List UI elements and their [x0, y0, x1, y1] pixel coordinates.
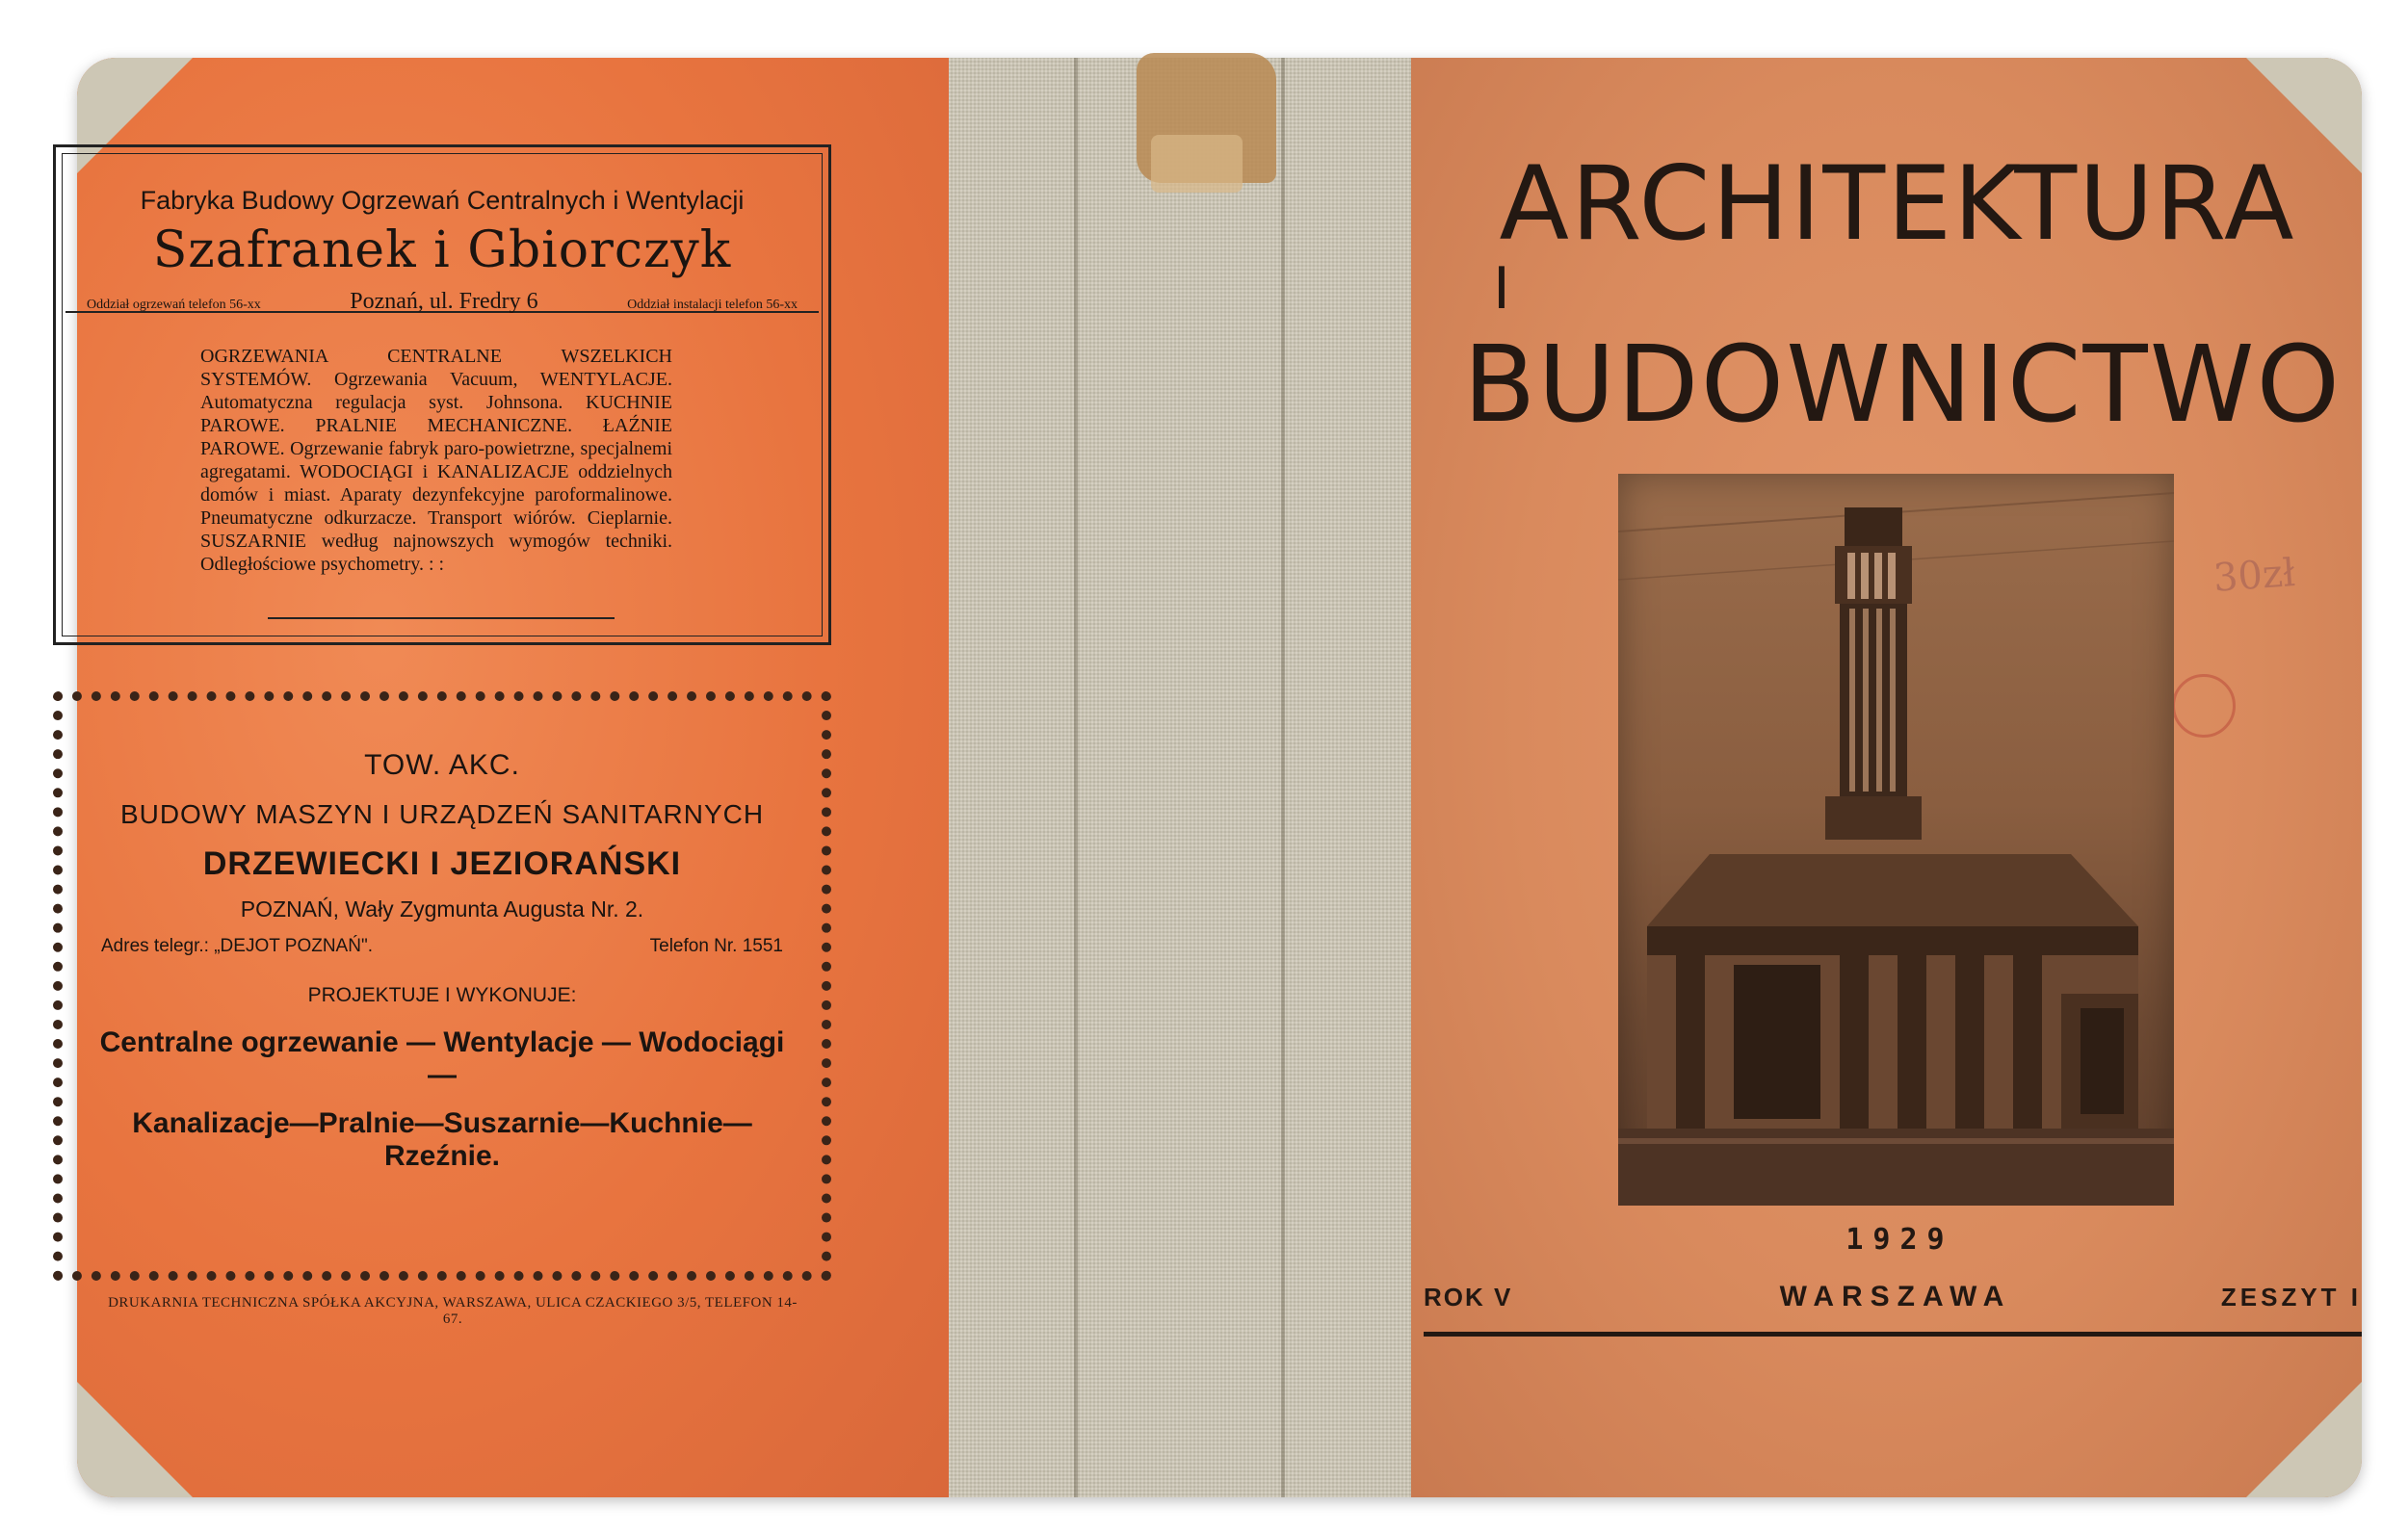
ad1-factory-name: Fabryka Budowy Ogrzewań Centralnych i Wentylacji — [140, 186, 745, 215]
ad2-services-1: Centralne ogrzewanie — Wentylacje — Wodociągi — — [99, 1026, 785, 1091]
back-bottom-corner-cloth — [77, 1382, 193, 1497]
ad1-dept-heating: Oddział ogrzewań telefon 56-xx — [87, 298, 261, 312]
city-label: WARSZAWA — [1779, 1281, 2012, 1312]
library-stamp — [2172, 674, 2236, 738]
front-bottom-corner-cloth — [2246, 1382, 2362, 1497]
ad2-company-type: TOW. AKC. — [364, 749, 520, 781]
ad1-contacts — [87, 289, 798, 315]
ad1-address: Poznań, ul. Fredry 6 — [350, 289, 538, 314]
publication-year: 1929 — [1845, 1223, 1954, 1257]
title-conjunction: I — [1493, 255, 1512, 323]
title-line-2: BUDOWNICTWO — [1462, 323, 2343, 446]
issue-label: ZESZYT I — [2220, 1283, 2362, 1311]
ad2-company-name: DRZEWIECKI I JEZIORAŃSKI — [202, 845, 682, 882]
volume-label: ROK V — [1424, 1283, 1513, 1311]
ad2-heading: PROJEKTUJE I WYKONUJE: — [307, 984, 577, 1006]
ad2-phone: Telefon Nr. 1551 — [649, 936, 783, 956]
ad2-services-2: Kanalizacje—Pralnie—Suszarnie—Kuchnie—Rzeźnie. — [132, 1107, 752, 1172]
front-cover-rule — [1424, 1332, 2362, 1337]
ad2-address: POZNAŃ, Wały Zygmunta Augusta Nr. 2. — [240, 896, 644, 922]
ad2-contact-row — [101, 936, 783, 957]
ad1-company-name: Szafranek i Gbiorczyk — [152, 221, 732, 279]
ad2-business: BUDOWY MASZYN I URZĄDZEŃ SANITARNYCH — [119, 799, 765, 829]
ad2-telegram: Adres telegr.: „DEJOT POZNAŃ". — [101, 936, 373, 956]
building-illustration — [1618, 474, 2174, 1206]
ad1-services-text: OGRZEWANIA CENTRALNE WSZELKICH SYSTEMÓW. Ogrzewania Vacuum, WENTYLACJE. Automatyczna regulacja syst. Johnsona. KUCHNIE PAROWE. PRALNIE MECHANICZNE. ŁAŹNIE PAROWE. Ogrzewanie fabryk paro-powietrzne, specjalnemi agregatami. WODOCIĄGI i KANALIZACJE oddzielnych domów i miast. Aparaty dezynfekcyjne paroformalinowe. Pneumatyczne odkurzacze. Transport wiórów. Cieplarnie. SUSZARNIE według najnowszych wymogów techniki. Odległościowe psychometry. : : — [200, 346, 672, 575]
ad1-dept-install: Oddział instalacji telefon 56-xx — [627, 298, 798, 312]
ad1-header — [65, 157, 819, 313]
book-spine — [949, 58, 1411, 1497]
cover-photograph — [1618, 474, 2174, 1206]
ad1-divider — [268, 617, 615, 619]
cover-info-row — [1424, 1283, 2362, 1321]
pencil-price-note: 30zł — [2212, 551, 2297, 601]
spine-label-remnant-light — [1151, 135, 1243, 193]
printer-imprint: DRUKARNIA TECHNICZNA SPÓŁKA AKCYJNA, WARSZAWA, ULICA CZACKIEGO 3/5, TELEFON 14-67. — [108, 1295, 798, 1327]
advertisement-szafranek — [53, 144, 831, 645]
advertisement-drzewiecki — [53, 691, 831, 1281]
title-line-1: ARCHITEKTURA — [1499, 144, 2296, 263]
ad2-content — [92, 740, 793, 1242]
